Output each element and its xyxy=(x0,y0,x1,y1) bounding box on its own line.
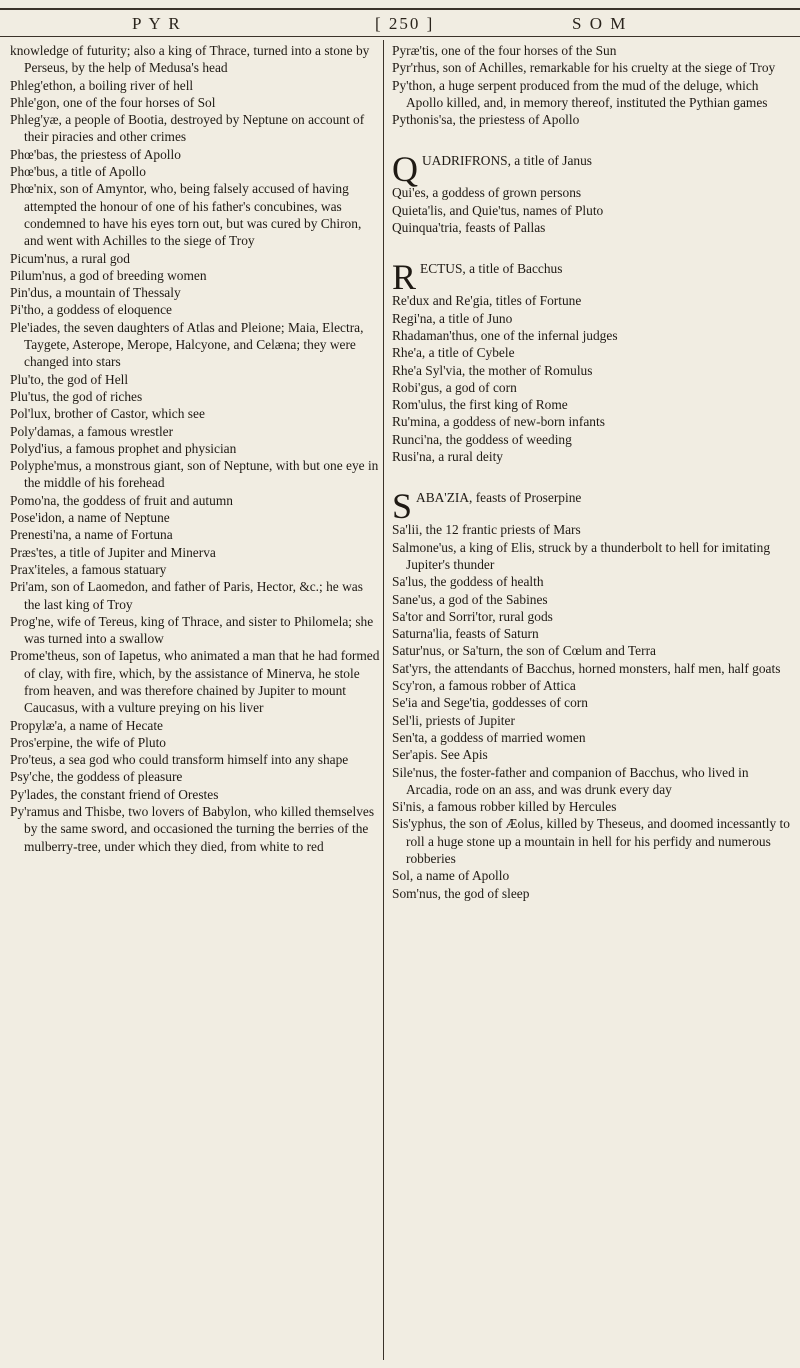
dictionary-entry: Plu'tus, the god of riches xyxy=(10,388,143,404)
dictionary-entry: Pyr'rhus, son of Achilles, remarkable for his cruelty at the siege of Troy xyxy=(392,60,776,76)
q-section xyxy=(392,149,790,236)
dictionary-entry: Saturna'lia, feasts of Saturn xyxy=(392,626,539,642)
dictionary-entry: knowledge of futurity; also a king of Thrace, turned into a stone by Perseus, by the help of Medusa's head xyxy=(10,43,370,76)
dictionary-entry: Phleg'yæ, a people of Bootia, destroyed by Neptune on account of their piracies and other crimes xyxy=(10,112,365,145)
dropcap: Q xyxy=(392,149,418,190)
dictionary-entry: Prog'ne, wife of Tereus, king of Thrace, and sister to Philomela; she was turned into a swallow xyxy=(10,613,374,647)
section-heading: RECTUS, a title of Bacchus xyxy=(392,257,563,298)
dropcap: S xyxy=(392,486,413,527)
dictionary-entry: Pol'lux, brother of Castor, which see xyxy=(10,406,205,422)
r-section xyxy=(392,257,790,465)
dictionary-entry: Sen'ta, a goddess of married women xyxy=(392,729,586,745)
dictionary-entry: Pri'am, son of Laomedon, and father of Paris, Hector, &c.; he was the last king of Troy xyxy=(10,579,363,612)
dictionary-entry: Pyræ'tis, one of the four horses of the Sun xyxy=(392,43,617,58)
dictionary-entry: Qui'es, a goddess of grown persons xyxy=(392,185,582,201)
dictionary-entry: Robi'gus, a god of corn xyxy=(392,379,517,395)
dictionary-entry: Pomo'na, the goddess of fruit and autumn xyxy=(10,492,233,508)
dictionary-entry: Py'ramus and Thisbe, two lovers of Babylon, who killed themselves by the same sword, and occasioned the turning the berries of the mulberry-tree, under which they died, from white to red xyxy=(10,804,375,854)
dictionary-entry: Pilum'nus, a god of breeding women xyxy=(10,267,207,283)
dictionary-entry: Rom'ulus, the first king of Rome xyxy=(392,397,568,413)
dictionary-entry: Ser'apis. See Apis xyxy=(392,747,488,763)
dictionary-entry: Salmone'us, a king of Elis, struck by a thunderbolt to hell for imitating Jupiter's thunder xyxy=(392,539,771,572)
dictionary-entry: Som'nus, the god of sleep xyxy=(392,885,530,901)
column-divider xyxy=(383,40,384,1360)
dictionary-entry: Quieta'lis, and Quie'tus, names of Pluto xyxy=(392,202,604,218)
running-header xyxy=(0,12,800,34)
dictionary-entry: Propylæ'a, a name of Hecate xyxy=(10,717,163,733)
dictionary-entry: Pose'idon, a name of Neptune xyxy=(10,510,170,526)
dictionary-entry: Prome'theus, son of Iapetus, who animated a man that he had formed of clay, with fire, which, by the assistance of Minerva, he stole from heaven, and was therefore chained by Jupiter to mount Caucasus, with a vulture preying on his liver xyxy=(10,648,380,716)
dictionary-entry: Prenesti'na, a name of Fortuna xyxy=(10,527,173,543)
r-entries xyxy=(392,292,790,465)
s-section xyxy=(392,486,790,902)
header-right: S O M xyxy=(572,14,628,33)
dictionary-entry: Scy'ron, a famous robber of Attica xyxy=(392,678,576,694)
page-number: [ 250 ] xyxy=(375,14,435,33)
header-left: P Y R xyxy=(132,14,182,33)
dictionary-entry: Se'ia and Sege'tia, goddesses of corn xyxy=(392,695,588,711)
dictionary-entry: Poly'damas, a famous wrestler xyxy=(10,423,174,439)
dictionary-entry: Pros'erpine, the wife of Pluto xyxy=(10,734,167,750)
dictionary-entry: Sol, a name of Apollo xyxy=(392,868,510,884)
right-column xyxy=(392,42,790,902)
dictionary-entry: Rhe'a, a title of Cybele xyxy=(392,345,515,361)
dictionary-entry: Regi'na, a title of Juno xyxy=(392,310,513,326)
s-entries xyxy=(392,521,790,902)
dictionary-entry: Pythonis'sa, the priestess of Apollo xyxy=(392,112,580,128)
dictionary-entry: Pro'teus, a sea god who could transform himself into any shape xyxy=(10,752,349,768)
dictionary-entry: Pin'dus, a mountain of Thessaly xyxy=(10,285,181,301)
dictionary-entry: Picum'nus, a rural god xyxy=(10,250,130,266)
header-rule xyxy=(0,36,800,37)
dropcap: R xyxy=(392,257,417,298)
p-entries xyxy=(392,42,790,128)
dictionary-entry: Rusi'na, a rural deity xyxy=(392,449,503,465)
dictionary-entry: Phœ'bus, a title of Apollo xyxy=(10,164,146,180)
dictionary-entry: Polyphe'mus, a monstrous giant, son of Neptune, with but one eye in the middle of his forehead xyxy=(10,458,379,491)
dictionary-entry: Præs'tes, a title of Jupiter and Minerva xyxy=(10,544,216,560)
dictionary-entry: Prax'iteles, a famous statuary xyxy=(10,561,167,577)
dictionary-entry: Si'nis, a famous robber killed by Hercules xyxy=(392,799,617,815)
dictionary-entry: Sat'yrs, the attendants of Bacchus, horned monsters, half men, half goats xyxy=(392,660,781,676)
dictionary-entry: Re'dux and Re'gia, titles of Fortune xyxy=(392,293,582,309)
dictionary-entry: Satur'nus, or Sa'turn, the son of Cœlum and Terra xyxy=(392,643,656,659)
dictionary-entry: Py'thon, a huge serpent produced from the mud of the deluge, which Apollo killed, and, in memory thereof, instituted the Pythian games xyxy=(392,77,768,110)
dictionary-entry: Sile'nus, the foster-father and companion of Bacchus, who lived in Arcadia, rode on an ass, and was drunk every day xyxy=(392,764,749,797)
dictionary-entry: Phœ'nix, son of Amyntor, who, being falsely accused of having attempted the honour of one of his father's concubines, was condemned to have his eyes torn out, but was cured by Chiron, and went with Achilles to the siege of Troy xyxy=(10,181,362,249)
section-heading: SABA'ZIA, feasts of Proserpine xyxy=(392,486,582,527)
dictionary-entry: Sel'li, priests of Jupiter xyxy=(392,712,515,728)
dictionary-entry: Pi'tho, a goddess of eloquence xyxy=(10,302,172,318)
dictionary-entry: Psy'che, the goddess of pleasure xyxy=(10,769,183,785)
left-column xyxy=(10,42,382,855)
dictionary-entry: Rhadaman'thus, one of the infernal judges xyxy=(392,327,618,343)
dictionary-entry: Phle'gon, one of the four horses of Sol xyxy=(10,94,216,110)
dictionary-entry: Sane'us, a god of the Sabines xyxy=(392,591,548,607)
dictionary-entry: Phœ'bas, the priestess of Apollo xyxy=(10,146,181,162)
dictionary-entry: Runci'na, the goddess of weeding xyxy=(392,431,572,447)
top-rule xyxy=(0,8,800,10)
dictionary-entry: Ple'iades, the seven daughters of Atlas and Pleione; Maia, Electra, Taygete, Asterope, Merope, Halcyone, and Celæna; they were changed into stars xyxy=(10,319,364,370)
dictionary-entry: Plu'to, the god of Hell xyxy=(10,371,129,387)
dictionary-entry: Sis'yphus, the son of Æolus, killed by Theseus, and doomed incessantly to roll a huge stone up a mountain in hell for his perfidy and numerous robberies xyxy=(392,816,790,866)
dictionary-entry: Sa'lii, the 12 frantic priests of Mars xyxy=(392,522,581,538)
dictionary-entry: Quinqua'tria, feasts of Pallas xyxy=(392,220,546,236)
dictionary-entry: Polyd'ius, a famous prophet and physician xyxy=(10,440,237,456)
q-entries xyxy=(392,184,790,236)
dictionary-entry: Py'lades, the constant friend of Orestes xyxy=(10,786,219,802)
dictionary-entry: Sa'tor and Sorri'tor, rural gods xyxy=(392,608,553,624)
dictionary-entry: Rhe'a Syl'via, the mother of Romulus xyxy=(392,362,593,378)
dictionary-entry: Phleg'ethon, a boiling river of hell xyxy=(10,77,194,93)
section-heading: QUADRIFRONS, a title of Janus xyxy=(392,149,592,190)
dictionary-entry: Sa'lus, the goddess of health xyxy=(392,574,544,590)
dictionary-entry: Ru'mina, a goddess of new-born infants xyxy=(392,414,605,430)
